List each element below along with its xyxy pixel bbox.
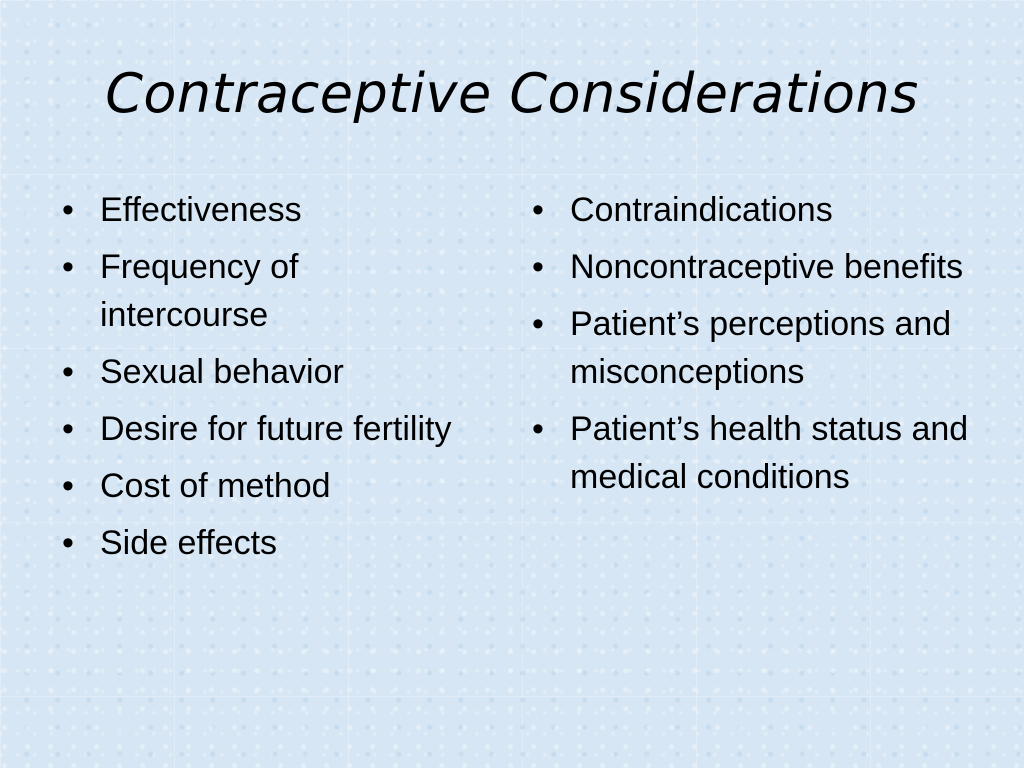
bullet-icon: • [62, 410, 74, 448]
bullet-icon: • [62, 353, 74, 391]
bullet-icon: • [62, 524, 74, 562]
bullet-icon: • [532, 305, 544, 343]
bullet-item [58, 462, 460, 510]
bullet-icon: • [62, 248, 74, 286]
bullet-text: Noncontraceptive benefits [570, 248, 964, 286]
bullet-text: Sexual behavior [100, 353, 344, 391]
bullet-item [58, 186, 420, 234]
bullet-text: Side effects [100, 524, 278, 562]
bullet-text: Contraindications [570, 191, 833, 229]
bullet-icon: • [62, 191, 74, 229]
bullet-item [58, 243, 420, 339]
bullet-item [528, 186, 990, 234]
bullet-item [528, 243, 990, 291]
bullet-item [528, 300, 1000, 396]
bullet-text: Effectiveness [100, 191, 302, 229]
slide-title: Contraceptive Considerations [105, 62, 919, 125]
bullet-icon: • [62, 467, 74, 505]
bullet-item [58, 348, 460, 396]
bullet-item [58, 405, 460, 453]
left-bullet-list [58, 186, 478, 576]
bullet-text: Frequency of intercourse [100, 248, 299, 334]
bullet-icon: • [532, 248, 544, 286]
bullet-item [58, 519, 460, 567]
bullet-item [528, 405, 1010, 501]
bullet-text: Patient’s health status and medical conditions [570, 410, 969, 496]
bullet-text: Cost of method [100, 467, 331, 505]
bullet-icon: • [532, 410, 544, 448]
bullet-text: Patient’s perceptions and misconceptions [570, 305, 952, 391]
right-bullet-list [528, 186, 998, 510]
bullet-icon: • [532, 191, 544, 229]
bullet-text: Desire for future fertility [100, 410, 452, 448]
